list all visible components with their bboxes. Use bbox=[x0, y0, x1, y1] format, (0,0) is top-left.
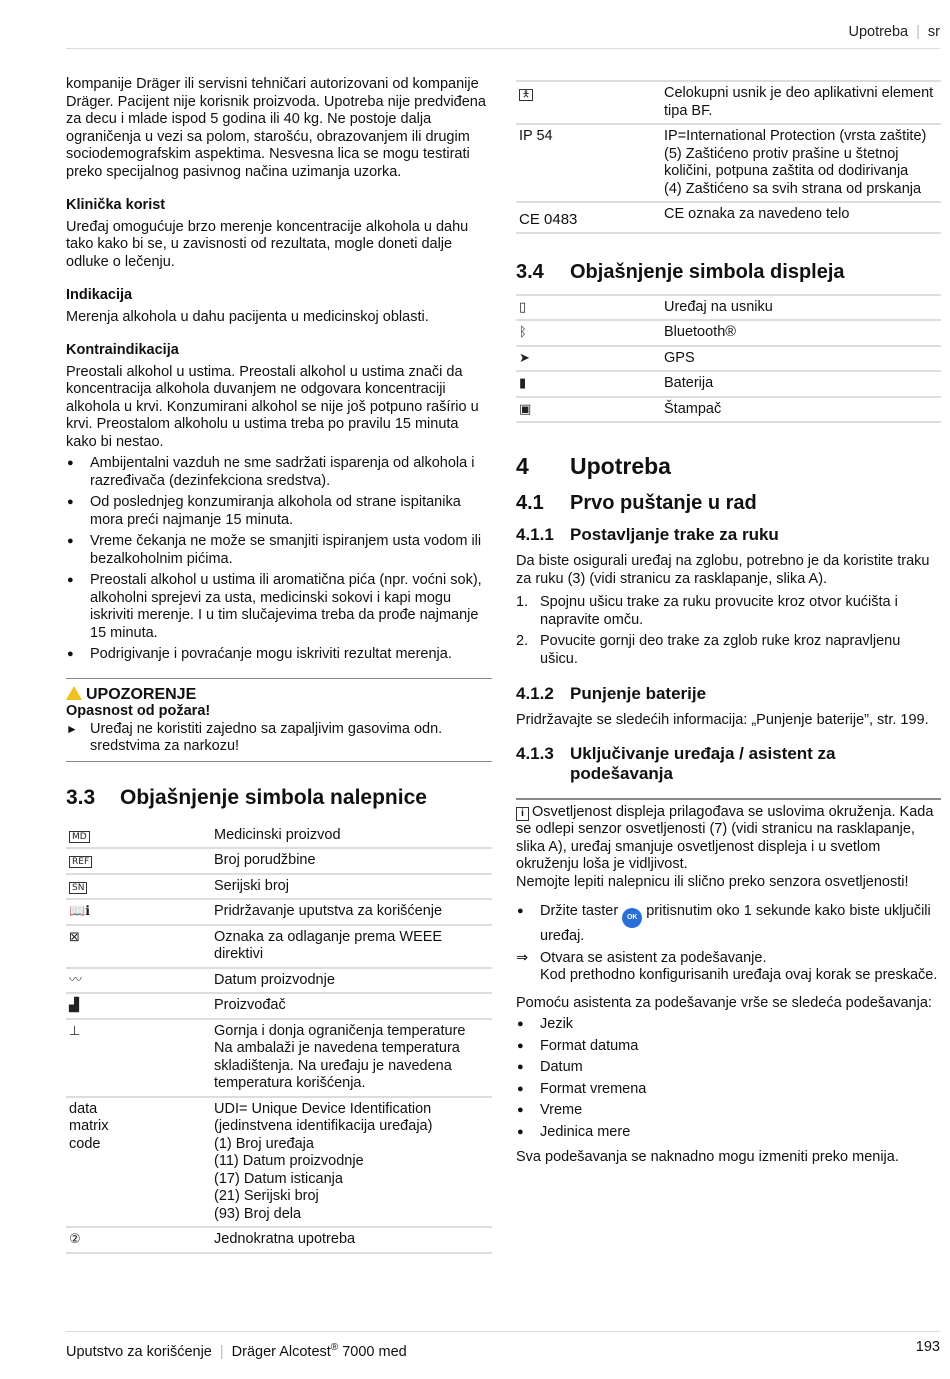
page-header: Upotreba | sr bbox=[848, 24, 940, 40]
table-row: MD Medicinski proizvod bbox=[66, 824, 492, 849]
warning-icon bbox=[66, 686, 82, 700]
list-item: ● Vreme bbox=[516, 1102, 941, 1120]
subsection-heading: 4.1.3 Uključivanje uređaja / asistent za podešavanja bbox=[516, 743, 836, 783]
list-item: 1. Spojnu ušicu trake za ruku provucite kroz otvor kućišta i napravite omču. bbox=[516, 594, 898, 628]
page-number: 193 bbox=[915, 1339, 940, 1355]
footer-product: Dräger Alcotest bbox=[231, 1343, 331, 1360]
strap-intro: Da biste osigurali uređaj na zglobu, potrebno je da koristite traku za ruku (3) (vidi stranicu za rasklapanje, slika A). bbox=[516, 553, 930, 587]
info-icon: i bbox=[516, 807, 529, 821]
table-row: ▣ Štampač bbox=[516, 397, 941, 423]
table-row: ⊠ Oznaka za odlaganje prema WEEE direktivi bbox=[66, 925, 492, 968]
warning-box bbox=[66, 678, 492, 762]
indication-title: Indikacija bbox=[66, 287, 133, 303]
temperature-limit-icon: ⊥ bbox=[69, 1023, 81, 1039]
benefit-text: Uređaj omogućuje brzo merenje koncentracije alkohola u dahu tako kako bi se, u zavisnosti od rezultata, mogle doneti dalje odluke o lečenju. bbox=[66, 218, 469, 270]
section-heading: 3.3 Objašnjenje simbola nalepnice bbox=[66, 785, 427, 809]
table-row: ② Jednokratna upotreba bbox=[66, 1227, 492, 1253]
single-use-icon: ② bbox=[69, 1232, 81, 1247]
label-symbols-table-cont bbox=[516, 80, 941, 234]
header-rule bbox=[66, 48, 940, 49]
page-footer: Uputstvo za korišćenje | Dräger Alcotest® 7000 med 193 bbox=[66, 1339, 940, 1360]
manufacture-date-icon: 〰 bbox=[69, 972, 83, 988]
table-row: ⊥ Gornja i donja ograničenja temperature Na ambalaži je navedena temperatura skladištenja. Na uređaju je navedena temperatura korišćenja. bbox=[66, 1019, 492, 1097]
table-row: SN Serijski broj bbox=[66, 874, 492, 900]
table-row: IP 54 IP=International Protection (vrsta zaštite) (5) Zaštićeno protiv prašine u štetnoj količini, potpuna zaštita od dodirivanja (4) Zaštićeno sa svih strana od prskanja bbox=[516, 124, 941, 202]
table-row: ᛒ Bluetooth® bbox=[516, 320, 941, 346]
list-item: ● Podrigivanje i povraćanje mogu iskriviti rezultat merenja. bbox=[66, 646, 492, 664]
table-row: ▮ Baterija bbox=[516, 371, 941, 397]
ok-button-icon: OK bbox=[622, 908, 642, 928]
subsection-heading: 4.1.1 Postavljanje trake za ruku bbox=[516, 525, 779, 544]
factory-icon: ▟ bbox=[69, 998, 79, 1013]
ref-icon: REF bbox=[69, 856, 92, 868]
table-row: ▯ Uređaj na usniku bbox=[516, 295, 941, 321]
warning-title: UPOZORENJE bbox=[86, 685, 197, 703]
footer-doc: Uputstvo za korišćenje bbox=[66, 1343, 212, 1360]
sn-icon: SN bbox=[69, 882, 87, 894]
settings-list bbox=[516, 1016, 941, 1141]
md-icon: MD bbox=[69, 831, 90, 843]
printer-icon: ▣ bbox=[519, 401, 532, 417]
list-item: ● Jedinica mere bbox=[516, 1124, 941, 1142]
right-column bbox=[516, 80, 941, 1177]
battery-text: Pridržavajte se sledećih informacija: „Punjenje baterije”, str. 199. bbox=[516, 712, 929, 728]
list-item: ● Preostali alkohol u ustima ili aromatična pića (npr. voćni sok), alkoholni sprejevi za usta, medicinski sokovi i kapi mogu iskriviti merenje. I u tim slučajevima treba da prođe najmanje 15 minuta. bbox=[66, 572, 492, 642]
table-row: CE 0483 CE oznaka za navedeno telo bbox=[516, 202, 941, 233]
bf-applied-part-icon: 🯅 bbox=[519, 89, 533, 101]
benefit-title: Klinička korist bbox=[66, 197, 166, 213]
gps-icon: ➤ bbox=[519, 350, 530, 366]
warning-subtitle: Opasnost od požara! bbox=[66, 703, 211, 719]
table-row: 〰 Datum proizvodnje bbox=[66, 968, 492, 994]
list-item: ● Ambijentalni vazduh ne sme sadržati isparenja od alkohola i razređivača (dezinfekciona sredstva). bbox=[66, 455, 492, 490]
table-row: data matrix code UDI= Unique Device Identification (jedinstvena identifikacija uređaja) (1) Broj uređaja (11) Datum proizvodnje (17) Datum isticanja (21) Serijski broj (93) Broj dela bbox=[66, 1097, 492, 1228]
battery-icon: ▮ bbox=[519, 376, 527, 391]
power-on-steps bbox=[516, 903, 941, 946]
strap-steps bbox=[516, 594, 941, 668]
settings-outro: Sva podešavanja se naknadno mogu izmeniti preko menija. bbox=[516, 1149, 899, 1165]
section-heading: 3.4 Objašnjenje simbola displeja bbox=[516, 260, 845, 283]
indication-text: Merenja alkohola u dahu pacijenta u medicinskoj oblasti. bbox=[66, 308, 429, 325]
table-row: REF Broj porudžbine bbox=[66, 848, 492, 874]
subsection-heading: 4.1.2 Punjenje baterije bbox=[516, 684, 707, 703]
result-text: ⇒ Otvara se asistent za podešavanje. Kod prethodno konfigurisanih uređaja ovaj korak se preskače. bbox=[516, 950, 941, 985]
label-symbols-table bbox=[66, 824, 492, 1254]
manual-icon: 📖ℹ bbox=[69, 904, 91, 919]
info-box bbox=[516, 798, 941, 892]
bluetooth-icon: ᛒ bbox=[519, 325, 527, 340]
header-lang: sr bbox=[927, 24, 940, 40]
weee-bin-icon: ⊠ bbox=[69, 929, 80, 945]
mouthpiece-icon: ▯ bbox=[519, 299, 527, 315]
header-section: Upotreba bbox=[848, 24, 909, 40]
list-item: ● Jezik bbox=[516, 1016, 941, 1034]
list-item: ● Datum bbox=[516, 1059, 941, 1077]
list-item: ● Format datuma bbox=[516, 1038, 941, 1056]
ce-mark-icon: CE 0483 bbox=[516, 202, 661, 233]
list-item: 2. Povucite gornji deo trake za zglob ruke kroz napravljenu ušicu. bbox=[516, 633, 901, 667]
table-row: ➤ GPS bbox=[516, 346, 941, 372]
table-row: ▟ Proizvođač bbox=[66, 993, 492, 1019]
contra-bullets bbox=[66, 455, 492, 664]
list-item: ● Vreme čekanja ne može se smanjiti ispiranjem usta vodom ili bezalkoholnim pićima. bbox=[66, 533, 492, 568]
display-symbols-table bbox=[516, 294, 941, 424]
contra-text: Preostali alkohol u ustima. Preostali alkohol u ustima znači da koncentracija alkohola duvanjem ne odgovara koncentraciji alkohola u krvi. Konzumirani alkohol se nije još potpuno rašírio u krvi. Preostalom alkoholu u ustima treba po pravilu 15 minuta kako bi nestao. bbox=[66, 363, 479, 450]
warning-text: ► Uređaj ne koristiti zajedno sa zapaljivim gasovima odn. sredstvima za narkozu! bbox=[66, 721, 492, 756]
footer-rule bbox=[66, 1331, 940, 1332]
table-row: 📖ℹ Pridržavanje uputstva za korišćenje bbox=[66, 899, 492, 925]
settings-intro: Pomoću asistenta za podešavanje vrše se sledeća podešavanja: bbox=[516, 994, 932, 1011]
info-text: Osvetljenost displeja prilagođava se uslovima okruženja. Kada se odlepi senzor osvetljenosti (7) (vidi stranicu na rasklapanje, slika A), uređaj smanjuje osvetljenost displeja i u svetlom okruženju loša je vidljivost. bbox=[516, 803, 934, 872]
chapter-heading: 4 Upotreba bbox=[516, 453, 671, 479]
info-text-2: Nemojte lepiti nalepnicu ili slično preko senzora osvetljenosti! bbox=[516, 873, 909, 890]
list-item: ● Držite taster OK pritisnutim oko 1 sekunde kako biste uključili uređaj. bbox=[516, 903, 941, 946]
left-column bbox=[66, 76, 492, 1254]
table-row: 🯅 Celokupni usnik je deo aplikativni element tipa BF. bbox=[516, 81, 941, 124]
list-item: ● Format vremena bbox=[516, 1081, 941, 1099]
section-heading: 4.1 Prvo puštanje u rad bbox=[516, 492, 757, 514]
intro-paragraph: kompanije Dräger ili servisni tehničari autorizovani od kompanije Dräger. Pacijent nije korisnik proizvoda. Upotreba nije predviđena za decu i mlade ispod 5 godina ili 40 kg. Ne postoje dalja ograničenja u vezi sa polom, starošću, obrazovanjem ili drugim sociodemografskim aspektima. Nesvesna lica se mogu testirati preko specijalnog pasivnog načina uzimanja uzorka. bbox=[66, 76, 486, 180]
list-item: ● Od poslednjeg konzumiranja alkohola od strane ispitanika mora preći najmanje 15 minuta. bbox=[66, 494, 492, 529]
contra-title: Kontraindikacija bbox=[66, 342, 179, 358]
